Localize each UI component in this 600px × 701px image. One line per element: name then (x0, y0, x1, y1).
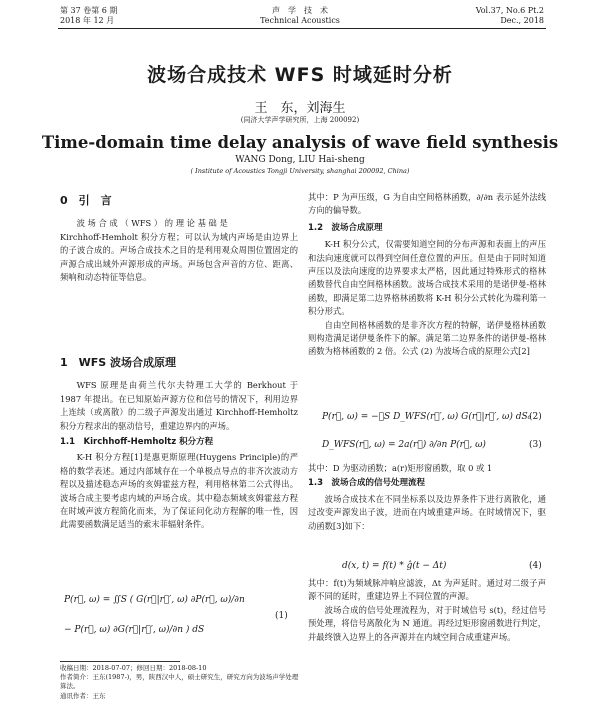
title-cn: 波场合成技术 WFS 时域延时分析 (147, 64, 453, 86)
synthesis-paragraph-1: K-H 积分公式，仅需要知道空间的分布声源和表面上的声压和法向速度就可以得到空间任意位置的声压。但是由于同时知道声压以及法向速度的边界要求太严格，因此通过特殊形式的格林函数替代自由空间格林函数。波场合成技术采用的是诺伊曼-格林函数，即满足第二边界格林函数将 K-H 积分公式转化为瑞利第一积分形式。 (308, 239, 546, 317)
green-function-note: 其中：P 为声压级，G 为自由空间格林函数，∂/∂n 表示延外法线方向的偏导数。 (308, 192, 546, 216)
delay-note: 其中：f(t)为频域脉冲响应滤波，Δt 为声延时。通过对二级子声源不同的延时，重建边界上不同位置的声源。 (308, 578, 546, 602)
synthesis-paragraph-2: 自由空间格林函数的是非齐次方程的特解，诺伊曼格林函数则构造满足诺伊曼条件下的解。满足第二边界条件的诺伊曼-格林函数为格林函数的 2 倍。公式 (2) 为波场合成的原理公式[2] (308, 319, 546, 357)
header-rule (58, 28, 546, 29)
signal-flow-paragraph: 波场合成技术在不同坐标系以及边界条件下进行离散化，通过改变声源发出子波，进而在内域重建声场。在时域情况下，驱动函数[3]如下： (308, 493, 546, 531)
left-column-top (60, 194, 298, 284)
affiliation-en: ( Institute of Acoustics Tongji University, shanghai 200092, China) (190, 167, 410, 175)
title-en: Time-domain time delay analysis of wave field synthesis (41, 133, 559, 152)
date-en: Dec., 2018 (500, 16, 544, 25)
right-column-end (308, 577, 546, 644)
section-heading-intro: 0 引 言 (60, 194, 112, 207)
equation-1-line1: P(r⃗, ω) = ∬S ( G(r⃗|r⃗′, ω) ∂P(r⃗, ω)/∂n (64, 595, 245, 605)
subsection-heading-synthesis: 1.2 波场合成原理 (308, 222, 383, 233)
section-heading-wfs: 1 WFS 波场合成原理 (60, 356, 177, 369)
equation-4: d(x, t) = f(t) * ĝ(t − Δt) (342, 561, 447, 571)
date-cn: 2018 年 12 月 (60, 16, 115, 25)
subsection-heading-signal-flow: 1.3 波场合成的信号处理流程 (308, 478, 426, 489)
header-volume-en (476, 6, 544, 26)
authors-cn: 王 东，刘海生 (254, 101, 346, 116)
drive-function-note: 其中：D 为驱动函数；a(r)矩形窗函数，取 0 或 1 (308, 463, 493, 473)
subsection-heading-kh: 1.1 Kirchhoff-Hemholtz 积分方程 (60, 437, 214, 448)
wfs-principle-paragraph: WFS 原理是由荷兰代尔夫特理工大学的 Berkhout 于 1987 年提出。在已知原始声源方位和信号的情况下，利用边界上连续（或离散）的二级子声源发出通过 Kirchhoff-Hemholtz 积分方程求出的驱动信号，重建边界内的声场。 (60, 380, 298, 431)
right-column-top (308, 191, 546, 359)
equation-2-number: (2) (529, 412, 542, 422)
left-column-section1 (60, 356, 298, 532)
volume-cn: 第 37 卷第 6 期 (60, 6, 118, 15)
equation-4-number: (4) (529, 561, 542, 571)
footnote-corresponding: 通讯作者：王东 (60, 692, 106, 700)
journal-cn: 声 学 技 术 (272, 6, 328, 15)
kh-paragraph: K-H 积分方程[1]是惠更斯原理(Huygens Principle)的严格的数学表述。通过内部域存在一个单极点导点的非齐次波动方程以及描述稳态声场的亥姆霍兹方程，利用格林第二公式得出。波场合成主要考虑内域的声场合成。其中稳态频域亥姆霍兹方程在时域声波方程简化而来，为了保证问化动方程解的唯一性，因此需要函数满足适当的索末菲辐射条件。 (60, 452, 298, 530)
footnote-rule (60, 661, 180, 662)
processing-flow-paragraph: 波场合成的信号处理流程为，对于时域信号 s(t)，经过信号预处理，将信号离散化为 N 通道。再经过矩形窗函数进行判定，并最终馈入边界上的各声源并在内域空间合成重建声场。 (308, 604, 546, 642)
volume-en: Vol.37, No.6 Pt.2 (475, 6, 544, 15)
equation-3-number: (3) (529, 440, 542, 450)
equation-2: P(r⃗, ω) = −∯S D_WFS(r⃗′, ω) G(r⃗|r⃗′, ω) dS₀ (322, 412, 532, 422)
equation-1-line2: − P(r⃗, ω) ∂G(r⃗|r⃗′, ω)/∂n ) dS (64, 625, 205, 635)
equation-3: D_WFS(r⃗, ω) = 2a(r⃗) ∂/∂n P(r⃗, ω) (322, 440, 486, 450)
footnote-author-info: 作者简介：王东(1987-)，男，陕西汉中人，硕士研究生，研究方向为波场声学处理算法。 (60, 673, 299, 690)
authors-en: WANG Dong, LIU Hai-sheng (235, 155, 365, 165)
intro-paragraph-line1: 波 场 合 成 （ WFS ） 的 理 论 基 础 是 (76, 218, 228, 229)
intro-paragraph: Kirchhoff-Hemholt 积分方程；可以认为域内声场是由边界上的子波合成的。声场合成技术之目的是利用观众周围位置固定的声源合成出域外声源形成的声场。声场包含声音的方位、距离、频响和动态特征等信息。 (60, 231, 298, 283)
right-column-bottom (308, 462, 546, 533)
journal-en: Technical Acoustics (260, 16, 340, 25)
equation-1-number: (1) (275, 611, 288, 621)
affiliation-cn: (同济大学声学研究所，上海 200092) (240, 116, 360, 124)
footnote-received: 收稿日期：2018-07-07；修回日期：2018-08-10 (60, 664, 207, 672)
footnote (60, 664, 300, 691)
